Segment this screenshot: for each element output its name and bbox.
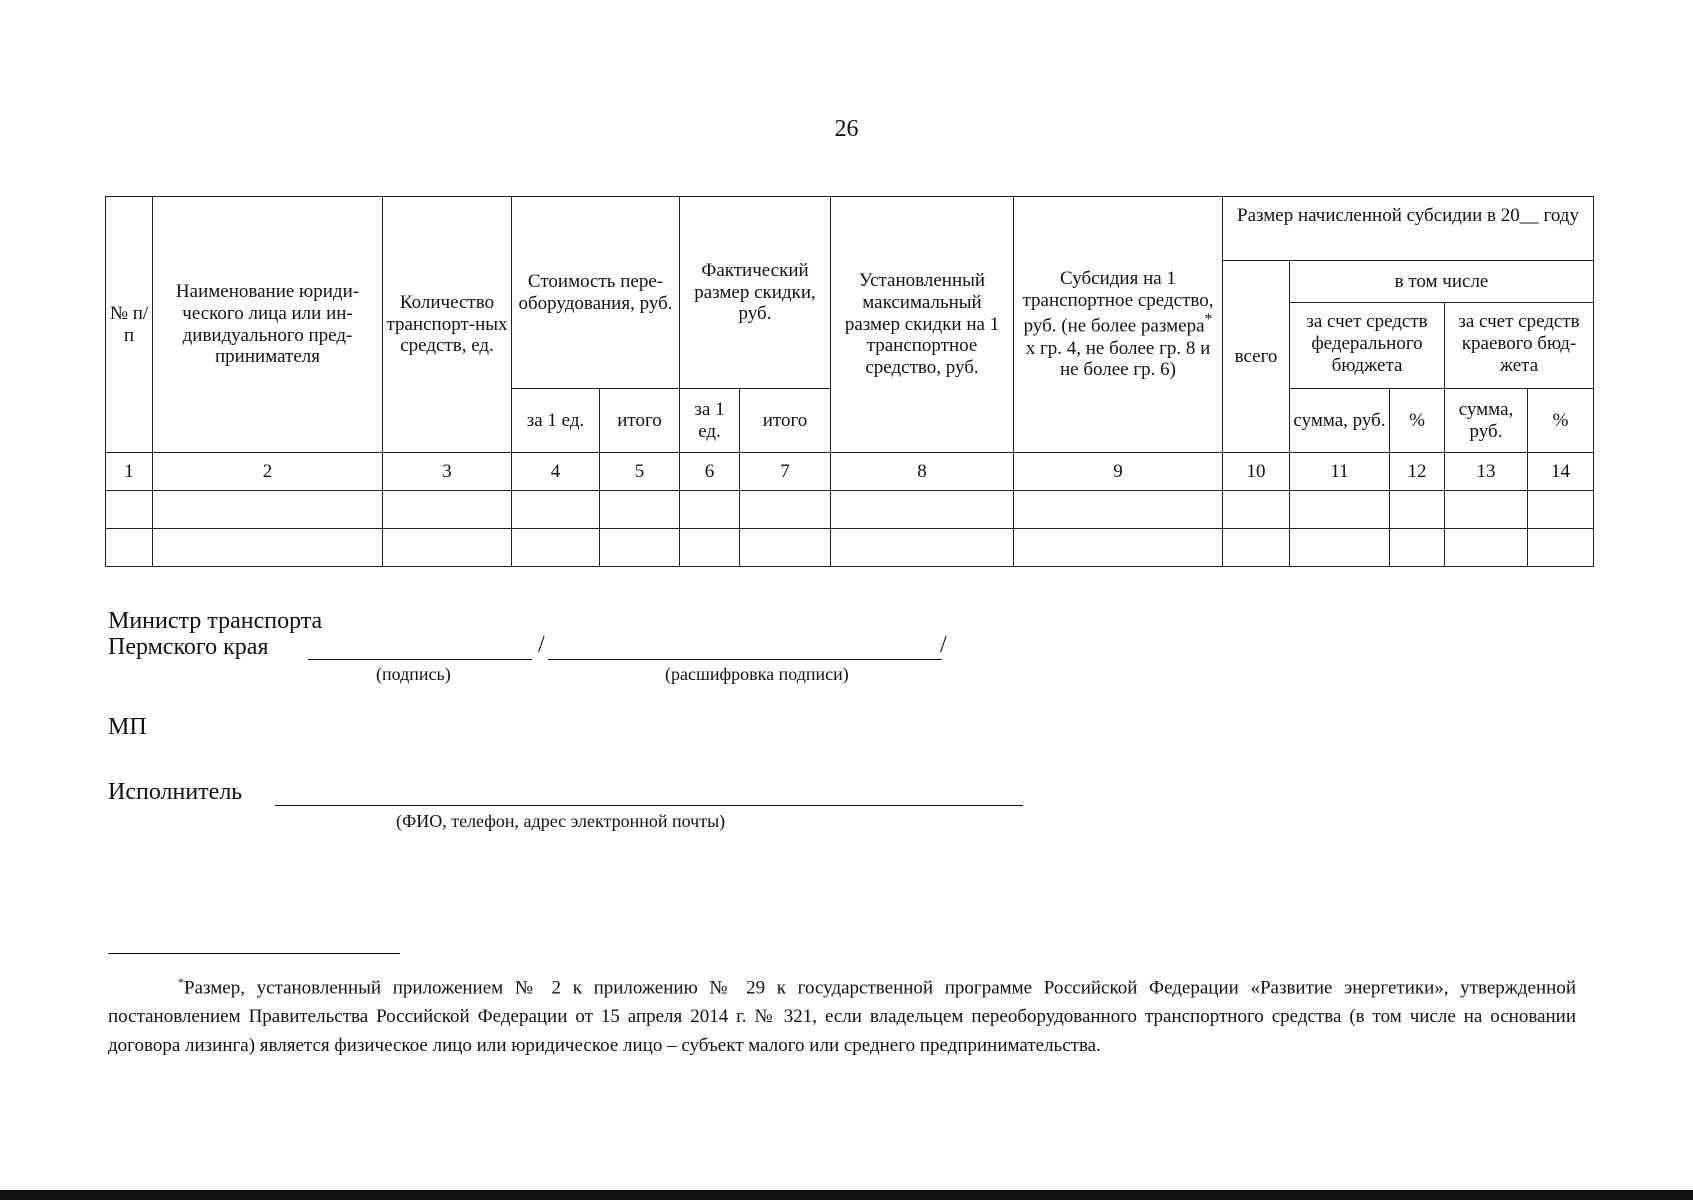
column-number: 8 bbox=[831, 453, 1014, 491]
executor-label: Исполнитель bbox=[108, 779, 243, 805]
subsidy-table bbox=[105, 196, 1594, 567]
header-discount-total: итого bbox=[740, 389, 831, 453]
table-row bbox=[106, 529, 1594, 567]
table-row bbox=[106, 491, 1594, 529]
column-number: 4 bbox=[512, 453, 600, 491]
table-cell bbox=[1223, 529, 1290, 567]
header-subsidy bbox=[1014, 197, 1223, 453]
subsidy-text-2: х гр. 4, не более гр. 8 и не более гр. 6) bbox=[1025, 337, 1211, 381]
header-cost: Стоимость пере-оборудования, руб. bbox=[512, 197, 680, 389]
executor-line bbox=[275, 805, 1023, 806]
page-number: 26 bbox=[834, 116, 859, 142]
column-number: 13 bbox=[1445, 453, 1528, 491]
table-cell bbox=[106, 529, 153, 567]
column-number: 10 bbox=[1223, 453, 1290, 491]
table-cell bbox=[1445, 491, 1528, 529]
caption-executor: (ФИО, телефон, адрес электронной почты) bbox=[396, 811, 726, 831]
header-max-discount: Установленный максимальный размер скидки на 1 транспортное средство, руб. bbox=[831, 197, 1014, 453]
table-cell bbox=[1390, 529, 1445, 567]
seal-label: МП bbox=[108, 714, 147, 740]
header-federal-sum: сумма, руб. bbox=[1290, 389, 1390, 453]
caption-signature: (подпись) bbox=[376, 664, 451, 684]
column-numbers-row bbox=[106, 453, 1594, 491]
header-including: в том числе bbox=[1290, 261, 1594, 303]
header-accrued: Размер начисленной субсидии в 20__ году bbox=[1223, 197, 1594, 261]
column-number: 1 bbox=[106, 453, 153, 491]
table-cell bbox=[831, 491, 1014, 529]
header-cost-total: итого bbox=[600, 389, 680, 453]
table-cell bbox=[1290, 529, 1390, 567]
table-cell bbox=[680, 491, 740, 529]
header-regional-sum: сумма, руб. bbox=[1445, 389, 1528, 453]
column-number: 9 bbox=[1014, 453, 1223, 491]
table-cell bbox=[153, 529, 383, 567]
footnote-mark: * bbox=[178, 975, 184, 989]
column-number: 6 bbox=[680, 453, 740, 491]
header-no: № п/п bbox=[106, 197, 153, 453]
table-cell bbox=[106, 491, 153, 529]
header-regional-pct: % bbox=[1528, 389, 1594, 453]
header-total: всего bbox=[1223, 261, 1290, 453]
table-cell bbox=[512, 491, 600, 529]
caption-signature-decoding: (расшифровка подписи) bbox=[665, 664, 849, 684]
signature-line bbox=[308, 659, 532, 660]
table-cell bbox=[1223, 491, 1290, 529]
minister-title-line2: Пермского края bbox=[108, 634, 269, 660]
header-federal: за счет средств федерального бюджета bbox=[1290, 303, 1445, 389]
signature-slash-left: / bbox=[538, 632, 545, 658]
table-cell bbox=[600, 491, 680, 529]
table-cell bbox=[600, 529, 680, 567]
table-cell bbox=[1445, 529, 1528, 567]
column-number: 2 bbox=[153, 453, 383, 491]
signature-slash-right: / bbox=[940, 632, 947, 658]
header-name: Наименование юриди-ческого лица или ин-дивидуального пред-принимателя bbox=[153, 197, 383, 453]
column-number: 3 bbox=[383, 453, 512, 491]
table-cell bbox=[1528, 491, 1594, 529]
header-regional: за счет средств краевого бюд-жета bbox=[1445, 303, 1594, 389]
column-number: 11 bbox=[1290, 453, 1390, 491]
table-cell bbox=[512, 529, 600, 567]
footnote-text: Размер, установленный приложением № 2 к приложению № 29 к государственной программе Российской Федерации «Развитие энергетики», утвержденной постановлением Правительства Российской Федерации от 15 апреля 2014 г. № 321, если владельцем переоборудованного транспортного средства (в том числе на основании договора лизинга) является физическое лицо или юридическое лицо – субъект малого или среднего предпринимательства. bbox=[108, 977, 1576, 1057]
column-number: 14 bbox=[1528, 453, 1594, 491]
scan-edge bbox=[0, 1190, 1693, 1200]
subsidy-text-1: Субсидия на 1 транспортное средство, руб. (не более размера bbox=[1022, 267, 1214, 337]
table-cell bbox=[1014, 491, 1223, 529]
header-discount-per-unit: за 1 ед. bbox=[680, 389, 740, 453]
signature-decoding-line bbox=[548, 659, 942, 660]
table-cell bbox=[831, 529, 1014, 567]
table-cell bbox=[740, 529, 831, 567]
header-qty: Количество транспорт-ных средств, ед. bbox=[383, 197, 512, 453]
table-cell bbox=[1014, 529, 1223, 567]
table-cell bbox=[740, 491, 831, 529]
footnote bbox=[108, 968, 1576, 1060]
column-number: 5 bbox=[600, 453, 680, 491]
column-number: 7 bbox=[740, 453, 831, 491]
subsidy-footnote-mark: * bbox=[1204, 311, 1213, 329]
table-cell bbox=[1290, 491, 1390, 529]
header-discount: Фактический размер скидки, руб. bbox=[680, 197, 831, 389]
header-cost-per-unit: за 1 ед. bbox=[512, 389, 600, 453]
table-cell bbox=[1528, 529, 1594, 567]
footnote-separator bbox=[108, 953, 400, 954]
table-cell bbox=[680, 529, 740, 567]
minister-title-line1: Министр транспорта bbox=[108, 608, 323, 634]
column-number: 12 bbox=[1390, 453, 1445, 491]
table-cell bbox=[383, 529, 512, 567]
table-cell bbox=[153, 491, 383, 529]
table-cell bbox=[1390, 491, 1445, 529]
header-federal-pct: % bbox=[1390, 389, 1445, 453]
table-cell bbox=[383, 491, 512, 529]
